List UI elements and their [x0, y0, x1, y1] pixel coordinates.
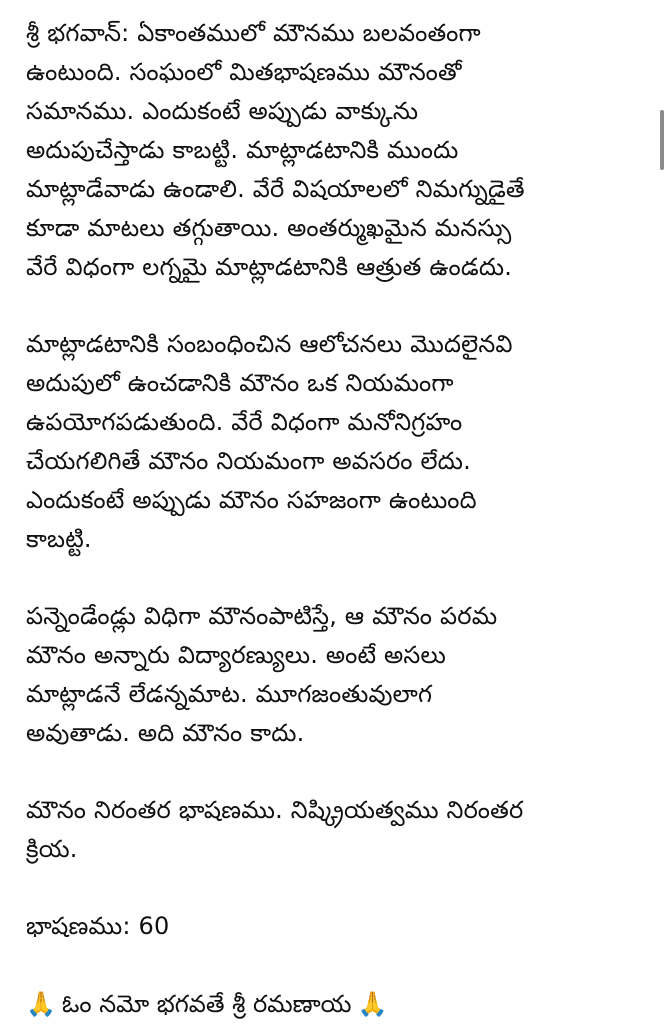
text-line: ఉంటుంది. సంఘంలో మితభాషణము మౌనంతో: [26, 58, 462, 86]
salutation-line: [26, 984, 646, 1024]
text-line: సమానము. ఎందుకంటే అప్పుడు వాక్కును: [26, 97, 419, 125]
text-line: మౌనం అన్నారు విద్యారణ్యులు. అంటే అసలు: [26, 641, 446, 669]
paragraph-gap: [26, 946, 646, 984]
text-line: ఎందుకంటే అప్పుడు మౌనం సహజంగా ఉంటుంది: [26, 486, 477, 514]
message-body: [26, 14, 646, 1024]
paragraph-5: [26, 907, 646, 946]
paragraph-4: [26, 791, 646, 869]
text-line: ఉపయోగపడుతుంది. వేరే విధంగా మనోనిగ్రహం: [26, 408, 463, 436]
text-line: మాట్లాడనే లేడన్నమాట. మూగజంతువులాగ: [26, 680, 433, 708]
text-line: చేయగలిగితే మౌనం నియమంగా అవసరం లేదు.: [26, 447, 471, 475]
text-line: కాబట్టి.: [26, 525, 92, 553]
text-line: శ్రీ భగవాన్: ఏకాంతములో మౌనము బలవంతంగా: [26, 19, 481, 47]
paragraph-3: [26, 597, 646, 753]
text-line: వేరే విధంగా లగ్నమై మాట్లాడటానికి ఆత్రుత ఉండదు.: [26, 253, 513, 281]
paragraph-gap: [26, 753, 646, 791]
text-line: కూడా మాటలు తగ్గుతాయి. అంతర్ముఖమైన మనస్సు: [26, 214, 512, 242]
text-line: పన్నెండేండ్లు విధిగా మౌనంపాటిస్తే, ఆ మౌనం పరమ: [26, 602, 498, 630]
paragraph-gap: [26, 559, 646, 597]
paragraph-gap: [26, 869, 646, 907]
paragraph-2: [26, 325, 646, 559]
text-line: మౌనం నిరంతర భాషణము. నిష్క్రియత్వము నిరంతర: [26, 796, 524, 824]
paragraph-gap: [26, 287, 646, 325]
text-line: క్రియ.: [26, 835, 78, 863]
text-line: అదుపుచేస్తాడు కాబట్టి. మాట్లాడటానికి ముందు: [26, 136, 459, 164]
text-line: మాట్లాడేవాడు ఉండాలి. వేరే విషయాలలో నిమగ్నుడైతే: [26, 175, 525, 203]
discourse-number: భాషణము: 60: [26, 912, 170, 940]
text-line: అదుపులో ఉంచడానికి మౌనం ఒక నియమంగా: [26, 369, 454, 397]
folded-hands-icon: 🙏: [357, 990, 388, 1018]
scrollbar-thumb[interactable]: [660, 110, 664, 170]
folded-hands-icon: 🙏: [26, 990, 56, 1018]
text-line: మాట్లాడటానికి సంబంధించిన ఆలోచనలు మొదలైనవి: [26, 330, 513, 358]
salutation-text: ఓం నమో భగవతే శ్రీ రమణాయ: [61, 990, 352, 1018]
paragraph-1: [26, 14, 646, 287]
text-line: అవుతాడు. అది మౌనం కాదు.: [26, 719, 305, 747]
